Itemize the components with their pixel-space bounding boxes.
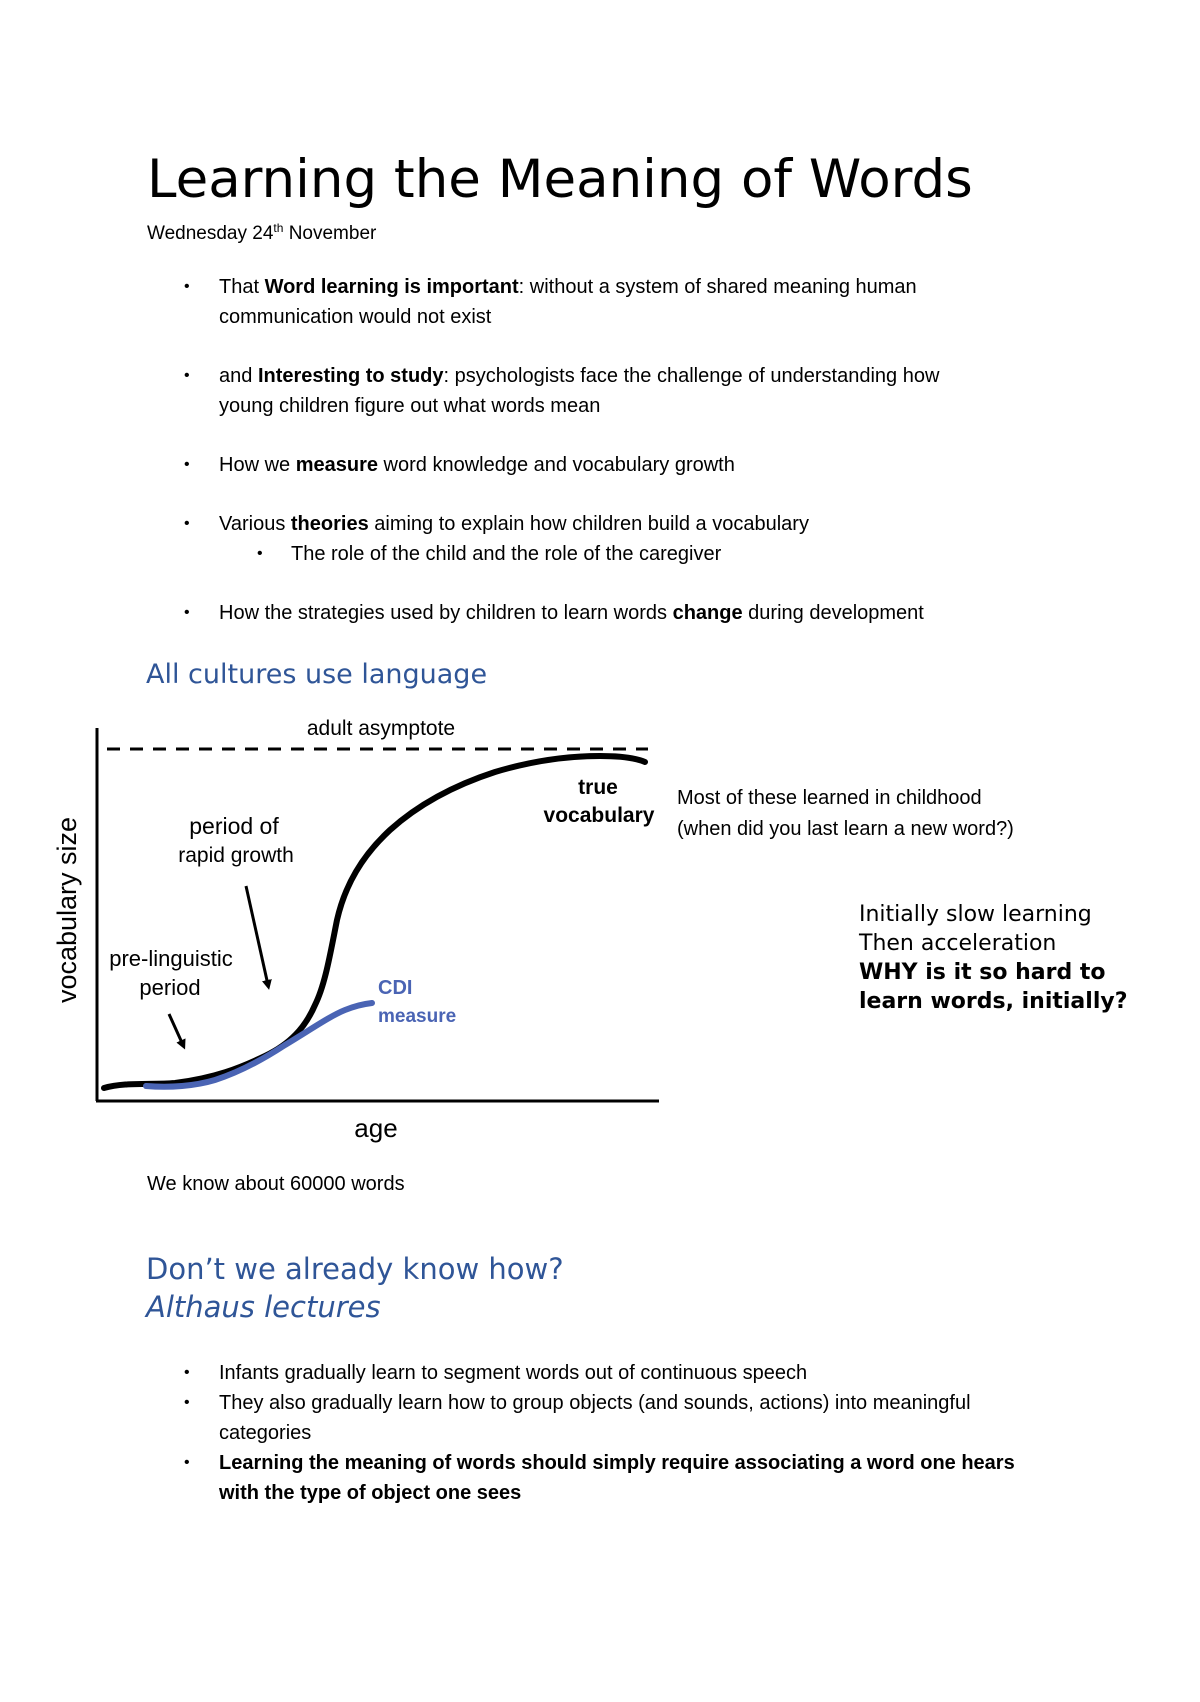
bullet-glyph: • bbox=[184, 456, 190, 473]
bullet-glyph: • bbox=[184, 1454, 190, 1471]
intro-bullet-1 bbox=[219, 272, 917, 302]
bullet-glyph: • bbox=[184, 278, 190, 295]
section2-bullet-2-line2: categories bbox=[219, 1422, 312, 1444]
date-day: Wednesday 24 bbox=[147, 223, 274, 244]
true-vocabulary-label-1: true bbox=[578, 776, 618, 799]
intro-bullet-5 bbox=[219, 598, 924, 628]
intro-bullet-4-sub: The role of the child and the role of the caregiver bbox=[291, 543, 722, 565]
emphasis: measure bbox=[295, 454, 378, 476]
pre-linguistic-label-1: pre-linguistic bbox=[109, 946, 233, 971]
intro-bullet-2 bbox=[219, 361, 939, 391]
slow-note-line-3: WHY is it so hard to bbox=[859, 960, 1106, 985]
sub-bullet-glyph: • bbox=[257, 545, 263, 562]
section2-bullet-3: Learning the meaning of words should simply require associating a word one hears bbox=[219, 1452, 1015, 1474]
text: : psychologists face the challenge of understanding how bbox=[443, 365, 940, 387]
section-heading-all-cultures: All cultures use language bbox=[146, 659, 488, 690]
date-suffix: th bbox=[273, 221, 284, 235]
date-month: November bbox=[288, 223, 377, 244]
cdi-measure-curve bbox=[146, 1003, 372, 1087]
pre-linguistic-label-2: period bbox=[139, 975, 201, 1000]
text: word knowledge and vocabulary growth bbox=[377, 454, 735, 476]
true-vocabulary-label-2: vocabulary bbox=[543, 804, 655, 827]
intro-bullet-4 bbox=[219, 509, 809, 539]
rapid-growth-label-2: rapid growth bbox=[178, 844, 294, 867]
intro-bullet-1-line2: communication would not exist bbox=[219, 306, 492, 328]
text: That bbox=[219, 276, 265, 298]
bullet-glyph: • bbox=[184, 1394, 190, 1411]
text: during development bbox=[742, 602, 924, 624]
document-title: Learning the Meaning of Words bbox=[147, 149, 973, 210]
text: and bbox=[219, 365, 258, 387]
section2-bullet-3-line2: with the type of object one sees bbox=[219, 1482, 522, 1504]
true-vocabulary-curve bbox=[104, 756, 645, 1088]
adult-asymptote-label: adult asymptote bbox=[306, 717, 456, 740]
side-note-line-2: (when did you last learn a new word?) bbox=[677, 818, 1014, 840]
emphasis: Word learning is important bbox=[264, 276, 519, 298]
bullet-glyph: • bbox=[184, 515, 190, 532]
bullet-glyph: • bbox=[184, 367, 190, 384]
intro-bullet-2-line2: young children figure out what words mean bbox=[219, 395, 601, 417]
x-axis-label: age bbox=[354, 1113, 398, 1143]
text: How we bbox=[219, 454, 296, 476]
side-note-line-1: Most of these learned in childhood bbox=[677, 787, 982, 809]
rapid-growth-label-1: period of bbox=[189, 813, 279, 839]
text: aiming to explain how children build a vocabulary bbox=[368, 513, 809, 535]
y-axis-label: vocabulary size bbox=[52, 816, 82, 1004]
intro-bullet-3 bbox=[219, 450, 735, 480]
bullet-glyph: • bbox=[184, 604, 190, 621]
emphasis: theories bbox=[290, 513, 369, 535]
slow-note-line-1: Initially slow learning bbox=[859, 902, 1092, 927]
section2-bullet-2: They also gradually learn how to group objects (and sounds, actions) into meaningful bbox=[219, 1392, 971, 1414]
text: : without a system of shared meaning human bbox=[518, 276, 917, 298]
text: Various bbox=[219, 513, 291, 535]
cdi-label-1: CDI bbox=[378, 977, 413, 999]
cdi-label-2: measure bbox=[378, 1006, 457, 1027]
rapid-growth-arrow bbox=[246, 886, 268, 985]
text: How the strategies used by children to learn words bbox=[219, 602, 673, 624]
section-subheading-althaus: Althaus lectures bbox=[146, 1290, 381, 1324]
pre-linguistic-arrow bbox=[169, 1014, 183, 1045]
emphasis: change bbox=[672, 602, 743, 624]
slow-note-line-2: Then acceleration bbox=[859, 931, 1057, 956]
section2-bullet-1: Infants gradually learn to segment words out of continuous speech bbox=[219, 1362, 808, 1384]
emphasis: Interesting to study bbox=[257, 365, 444, 387]
section-heading-already-know: Don’t we already know how? bbox=[146, 1252, 564, 1286]
known-words-text: We know about 60000 words bbox=[147, 1173, 405, 1195]
date-line bbox=[147, 216, 376, 246]
bullet-glyph: • bbox=[184, 1364, 190, 1381]
slow-note-line-4: learn words, initially? bbox=[859, 989, 1128, 1014]
